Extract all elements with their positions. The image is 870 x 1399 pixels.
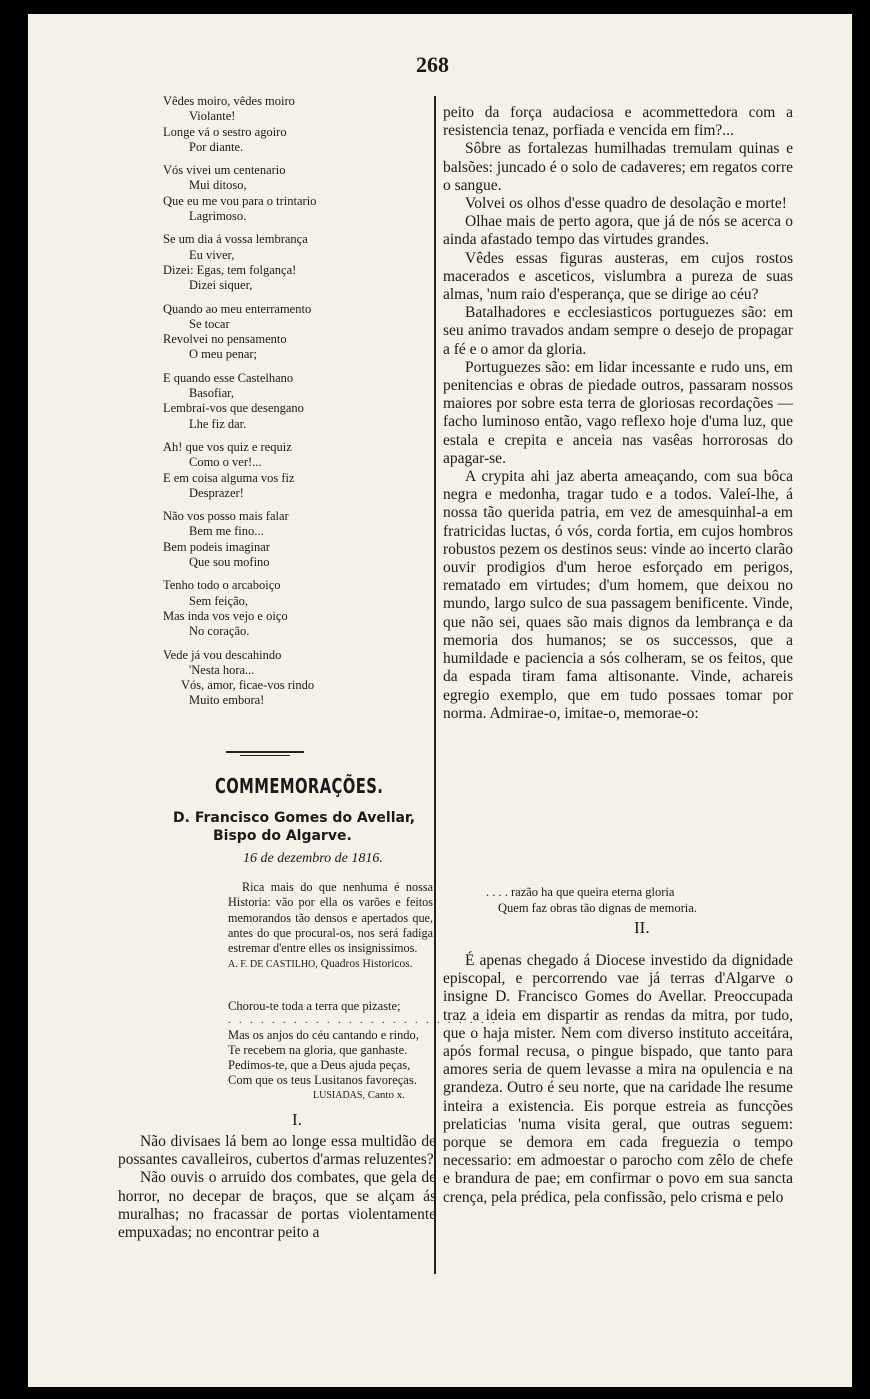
quote-source-work: LUSIADAS, <box>313 1090 365 1101</box>
poem-line: Quando ao meu enterramento <box>163 301 312 316</box>
poem-line: Tenho todo o arcaboiço <box>163 578 281 593</box>
poem-line: Não vos posso mais falar <box>163 509 289 524</box>
poem-line: 'Nesta hora... <box>189 662 255 677</box>
poem-line: Vêdes moiro, vêdes moiro <box>163 94 295 108</box>
poem-stanza <box>163 94 423 155</box>
section-number: II. <box>634 918 650 937</box>
poem <box>163 94 423 717</box>
poem-line: E em coisa alguma vos fiz <box>163 470 295 485</box>
poem-stanza <box>163 232 423 293</box>
poem-line: Como o ver!... <box>189 455 262 470</box>
poem-line: Muito embora! <box>189 693 265 708</box>
paragraph: Vêdes essas figuras austeras, em cujos rostos macerados e asceticos, vislumbra a pureza de suas almas, 'num raio d'esperança, que se dirige ao céu? <box>443 249 793 304</box>
separator-rule-thin <box>240 755 290 756</box>
poem-line: Dizei siquer, <box>189 278 253 293</box>
poem-line: Desprazer! <box>189 485 244 500</box>
paragraph: Olhae mais de perto agora, que já de nós se acerca o ainda afastado tempo das virtudes grandes. <box>443 213 793 249</box>
newspaper-page <box>28 14 852 1387</box>
article-subheading: Bispo do Algarve. <box>213 828 352 844</box>
poem-stanza <box>163 163 423 224</box>
poem-line: Dizei: Egas, tem folgança! <box>163 262 297 277</box>
poem-line: Bem me fino... <box>189 524 264 539</box>
poem-line: Eu viver, <box>189 247 235 262</box>
poem-line: Sem feição, <box>189 593 249 608</box>
quote-line: Pedimos-te, que a Deus ajuda peças, <box>228 1057 411 1072</box>
poem-line: Lhe fiz dar. <box>189 416 247 431</box>
poem-line: Mui ditoso, <box>189 178 247 193</box>
epigraph-work: Quadros Historicos. <box>320 958 413 970</box>
quote-source-canto: Canto x. <box>367 1089 405 1101</box>
verse-line: . . . . razão ha que queira eterna gloria <box>486 885 675 899</box>
poem-line: E quando esse Castelhano <box>163 370 294 385</box>
right-column-text-section-2 <box>443 952 793 1207</box>
left-column-text <box>118 1133 436 1242</box>
right-column-text <box>443 104 793 723</box>
poem-line: Violante! <box>189 109 236 124</box>
poem-line: Se um dia á vossa lembrança <box>163 232 308 247</box>
quote-line: Mas os anjos do céu cantando e rindo, <box>228 1028 419 1043</box>
poem-stanza <box>163 578 423 639</box>
quote-line: Chorou-te toda a terra que pizaste; <box>228 999 401 1013</box>
section-heading: COMMEMORAÇÕES. <box>215 774 384 798</box>
paragraph: Não ouvis o arruido dos combates, que gela de horror, no decepar de braços, que se alçam ás muralhas; no fracassar de portas violentamente empuxadas; no encontrar peito a <box>118 1169 436 1242</box>
epigraph-attribution <box>228 958 413 970</box>
poem-line: Bem podeis imaginar <box>163 539 270 554</box>
quote-source <box>313 1089 405 1101</box>
article-date <box>243 851 383 867</box>
poem-line: Vós vivei um centenario <box>163 163 286 178</box>
separator-rule <box>226 751 304 753</box>
epigraph-author: A. F. DE CASTILHO, <box>228 959 318 970</box>
poem-stanza <box>163 302 423 363</box>
paragraph: A crypita ahi jaz aberta ameaçando, com sua bôca negra e medonha, tragar tudo e a todos. Valeí-lhe, á nossa tão querida patria, em vez de amesquinhal-a em fratricidas luctas, ó vós, corda fortia, em cujos hombros robustos pezem os destinos seus: vinde ao incerto clarão ouvir prodigios d'um heroe esforçado em perigos, rematado em virtudes; d'um homem, que deixou no mundo, largo sulco de sua passagem benificente. Vinde, que não sei, quaes são mais dignos da lembrança e da memoria dos humanos; se os successos, que a humildade e paciencia a sós colheram, se os feitos, que da espada tiram fama altisonante. Vinde, achareis egregio exemplo, que em tudo possaes tomar por norma. Admirae-o, imitae-o, memorae-o: <box>443 468 793 722</box>
page-number: 268 <box>416 52 449 77</box>
poem-line: Lagrimoso. <box>189 209 247 224</box>
article-subheading: D. Francisco Gomes do Avellar, <box>173 810 416 826</box>
quote-ellipsis: . . . . . . . . . . . . . . . . . . . . . . . . . <box>228 1014 498 1026</box>
verse-citation <box>486 884 697 916</box>
paragraph: Não divisaes lá bem ao longe essa multidão de possantes cavalleiros, cubertos d'armas reluzentes? <box>118 1133 436 1169</box>
verse-line: Quem faz obras tão dignas de memoria. <box>498 901 697 915</box>
paragraph: peito da força audaciosa e acommettedora com a resistencia tenaz, porfiada e vencida em fim?... <box>443 104 793 140</box>
poem-line: No coração. <box>189 624 250 639</box>
column-divider <box>434 96 436 1274</box>
date-text: 16 de dezembro de 1816. <box>243 851 383 866</box>
poem-line: Revolvei no pensamento <box>163 332 287 347</box>
epigraph-text: Rica mais do que nenhuma é nossa Historia: vão por ella os varões e feitos memorandos tão densos e apertados que, antes do que procural-os, nos será fadiga estremar d'entre elles os insignissimos. <box>228 880 433 956</box>
poem-line: Por diante. <box>189 139 244 154</box>
paragraph: Portuguezes são: em lidar incessante e rudo uns, em penitencias e obras de piedade outros, passaram nossos maiores por sobre esta terra de gloriosas recordações — facho luminoso então, vago reflexo hoje d'uma luz, que estala e crepita e anceia nas vasêas horrorosas do apagar-se. <box>443 358 793 467</box>
paragraph: Sôbre as fortalezas humilhadas tremulam quinas e balsões: juncado é o solo de cadaveres; em regatos corre o sangue. <box>443 140 793 194</box>
verse-quote <box>228 999 498 1087</box>
poem-line: Ah! que vos quiz e requiz <box>163 439 292 454</box>
paragraph: Batalhadores e ecclesiasticos portuguezes são: em seu animo travados andam sempre o desejo de propagar a fé e o amor da gloria. <box>443 304 793 358</box>
epigraph <box>228 880 433 956</box>
quote-line: Com que os teus Lusitanos favoreças. <box>228 1072 417 1087</box>
poem-line: Longe vá o sestro agoiro <box>163 124 287 139</box>
poem-line: Basofiar, <box>189 386 234 401</box>
poem-stanza <box>163 440 423 501</box>
poem-line: Lembrai-vos que desengano <box>163 401 304 416</box>
poem-stanza <box>163 509 423 570</box>
paragraph: Volvei os olhos d'esse quadro de desolação e morte! <box>465 195 787 213</box>
poem-line: Vós, amor, ficae-vos rindo <box>181 678 315 693</box>
poem-line: Que eu me vou para o trintario <box>163 193 317 208</box>
poem-stanza <box>163 371 423 432</box>
section-number: I. <box>292 1110 302 1129</box>
poem-line: Se tocar <box>189 316 230 331</box>
poem-stanza <box>163 648 423 709</box>
poem-line: Mas inda vos vejo e oiço <box>163 608 288 623</box>
paragraph: É apenas chegado á Diocese investido da dignidade episcopal, e percorrendo vae já terras d'Algarve o insigne D. Francisco Gomes do Avellar. Preoccupada traz a ideia em dispartir as rendas da mitra, por tudo, que o haja mister. Nem com diverso instituto acceitára, após formal recusa, o pingue bispado, que tanto para amores seria de quem levasse a mira na opulencia e na grandeza. Outro é seu norte, que na caridade lhe resume inteira a existencia. Eis porque estreia as funcções prelaticias 'numa visita geral, que outras seguem: porque se demora em cada freguezia o tempo necessario: em admoestar o parocho com zêlo de chefe e brandura de pae; em confirmar o povo em sua sancta crença, pela prédica, pela confissão, pelo crisma e pelo <box>443 952 793 1206</box>
poem-line: Vede já vou descahindo <box>163 647 282 662</box>
quote-line: Te recebem na gloria, que ganhaste. <box>228 1043 408 1058</box>
poem-line: O meu penar; <box>189 347 258 362</box>
poem-line: Que sou mofino <box>189 555 270 570</box>
